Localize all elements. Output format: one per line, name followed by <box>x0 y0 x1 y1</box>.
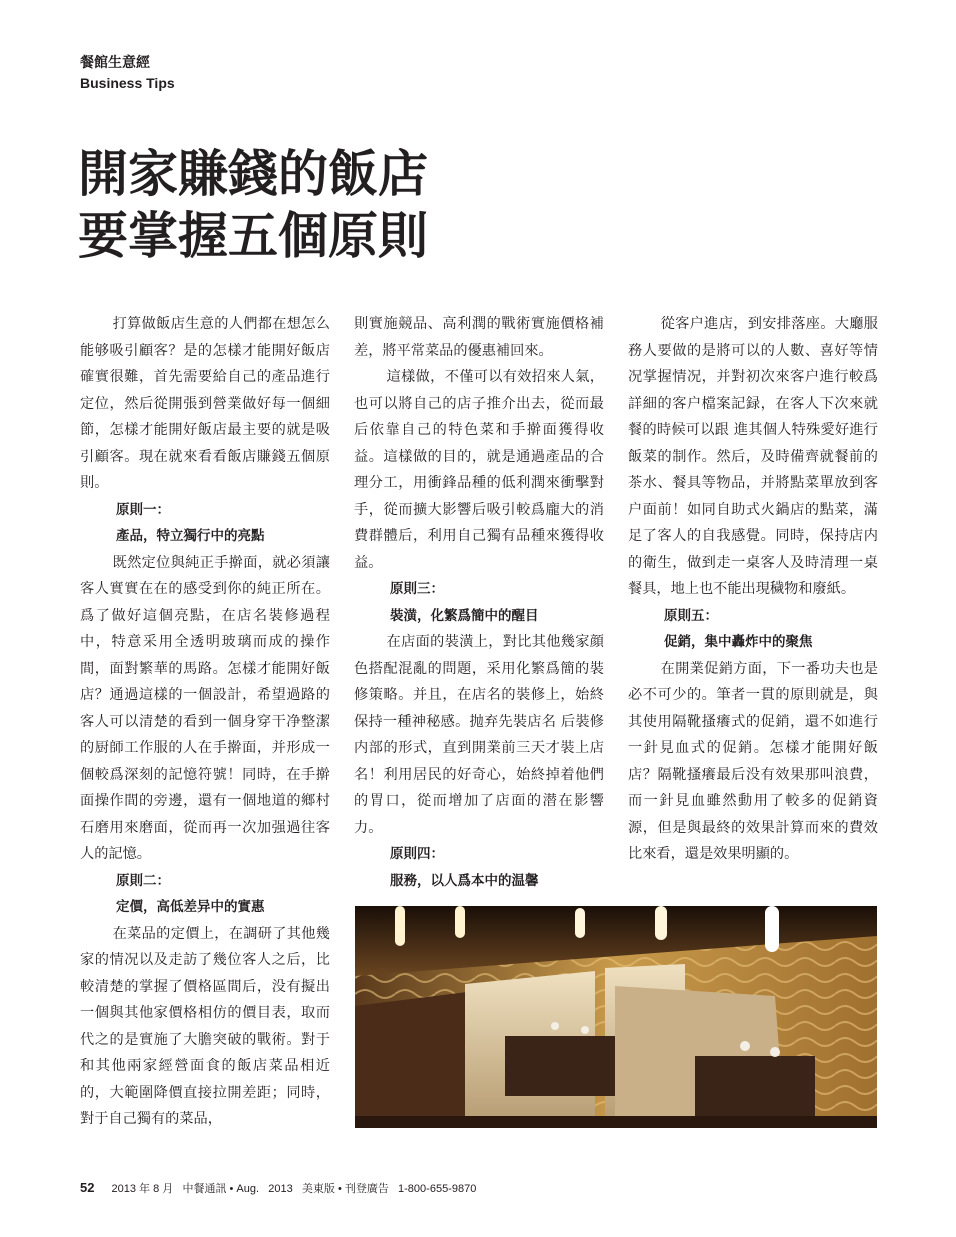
principle-subheading: 定價，高低差异中的實惠 <box>116 899 265 915</box>
section-label-english: Business Tips <box>80 75 175 91</box>
principle-subheading: 裝潢，化繁爲簡中的醒目 <box>390 607 539 624</box>
article-title <box>78 143 878 267</box>
principle-heading: 原則五： <box>664 607 718 624</box>
restaurant-interior-photo <box>355 906 877 1128</box>
paragraph: 在店面的裝潢上，對比其他幾家顔色搭配混亂的問題，采用化繁爲簡的裝修策略。并且，在店名的裝修上，始終保持一種神秘感。抛弃先裝店名 后裝修内部的形式，直到開業前三天才裝上店名！利用居民的好奇心，始終掉着他們的胃口，從而增加了店面的潜在影響力。 <box>354 634 604 836</box>
paragraph: 從客户進店，到安排落座。大廳服務人要做的是將可以的人數、喜好等情况掌握情况，并對初次來客户進行較爲詳細的客户檔案記録，在客人下次來就餐的時候可以跟 進其個人特殊愛好進行飯菜的制作。然后，及時備齊就餐前的茶水、餐具等物品，并將點菜單放到客户面前！如同自助式火鍋店的點菜，滿足了客人的自我感覺。同時，保持店内的衛生，做到走一桌客人及時清理一桌餐具，地上也不能出現穢物和廢紙。 <box>628 316 878 597</box>
principle-heading: 原則四： <box>390 846 444 862</box>
publication-name: 中餐通訊 • Aug. <box>182 1183 260 1195</box>
paragraph: 既然定位與純正手擀面，就必須讓客人實實在在的感受到你的純正所在。爲了做好這個亮點，在店名裝修過程中，特意采用全透明玻璃而成的操作間，面對繁華的馬路。怎樣才能開好飯店？通過這樣的一個設計，希望過路的客人可以清楚的看到一個身穿干净整潔的厨師工作服的人在手擀面，并形成一個較爲深刻的記憶符號！同時，在手擀面操作間的旁邊，還有一個地道的鄉村石磨用來磨面，從而再一次加强過往客人的記憶。 <box>80 554 330 862</box>
title-line-2: 要掌握五個原則 <box>78 206 428 265</box>
issue-year: 2013 <box>268 1183 293 1195</box>
principle-subheading: 服務，以人爲本中的温馨 <box>390 872 539 889</box>
paragraph: 則實施競品、高利潤的戰術實施價格補差，將平常菜品的優惠補回來。 <box>354 316 604 359</box>
principle-heading: 原則二： <box>116 872 170 889</box>
paragraph: 在菜品的定價上，在調研了其他幾家的情况以及走訪了幾位客人之后，比較清楚的掌握了價格區間后，没有擬出一個與其他家價格相仿的價目表，取而代之的是實施了大膽突破的戰術。對于和其他兩家經營面食的飯店菜品相近的，大範圍降價直接拉開差距；同時，對于自己獨有的菜品， <box>80 925 330 1127</box>
advertising-phone: 1-800-655-9870 <box>398 1183 477 1195</box>
page-number: 52 <box>80 1180 95 1195</box>
edition-label: 美東版 • 刊登廣告 <box>301 1183 389 1195</box>
article-column-2 <box>354 311 604 894</box>
principle-heading: 原則三： <box>390 581 444 597</box>
article-column-3 <box>628 311 878 868</box>
paragraph: 這樣做，不僅可以有效招來人氣，也可以將自己的店子推介出去，從而最后依靠自己的特色菜和手擀面獲得收益。這樣做的目的，就是通過產品的合理分工，用衝鋒品種的低利潤來衝擊對手，從而擴大影響后吸引較爲龐大的消費群體后，利用自己獨有品種來獲得收益。 <box>354 369 604 571</box>
principle-subheading: 產品，特立獨行中的亮點 <box>116 528 265 544</box>
paragraph: 打算做飯店生意的人們都在想怎么能够吸引顧客？是的怎樣才能開好飯店確實很難，首先需要給自己的產品進行定位，然后從開張到營業做好每一個細節，怎樣才能開好飯店最主要的就是吸引顧客。現在就來看看飯店賺錢五個原則。 <box>80 316 330 491</box>
section-label: 餐館生意經 <box>80 55 150 71</box>
article-column-1 <box>80 311 330 1133</box>
principle-heading: 原則一： <box>116 501 170 518</box>
page-footer <box>80 1180 476 1196</box>
paragraph: 在開業促銷方面，下一番功夫也是必不可少的。筆者一貫的原則就是，與其使用隔靴搔癢式的促銷，還不如進行一針見血式的促銷。怎樣才能開好飯店？隔靴搔癢最后没有效果那叫浪費，而一針見血雖然動用了較多的促銷資源，但是與最終的效果計算而來的費效比來看，還是效果明顯的。 <box>628 660 878 862</box>
issue-date: 2013 年 8 月 <box>111 1183 174 1195</box>
principle-subheading: 促銷，集中轟炸中的聚焦 <box>664 634 813 650</box>
title-line-1: 開家賺錢的飯店 <box>78 144 428 203</box>
